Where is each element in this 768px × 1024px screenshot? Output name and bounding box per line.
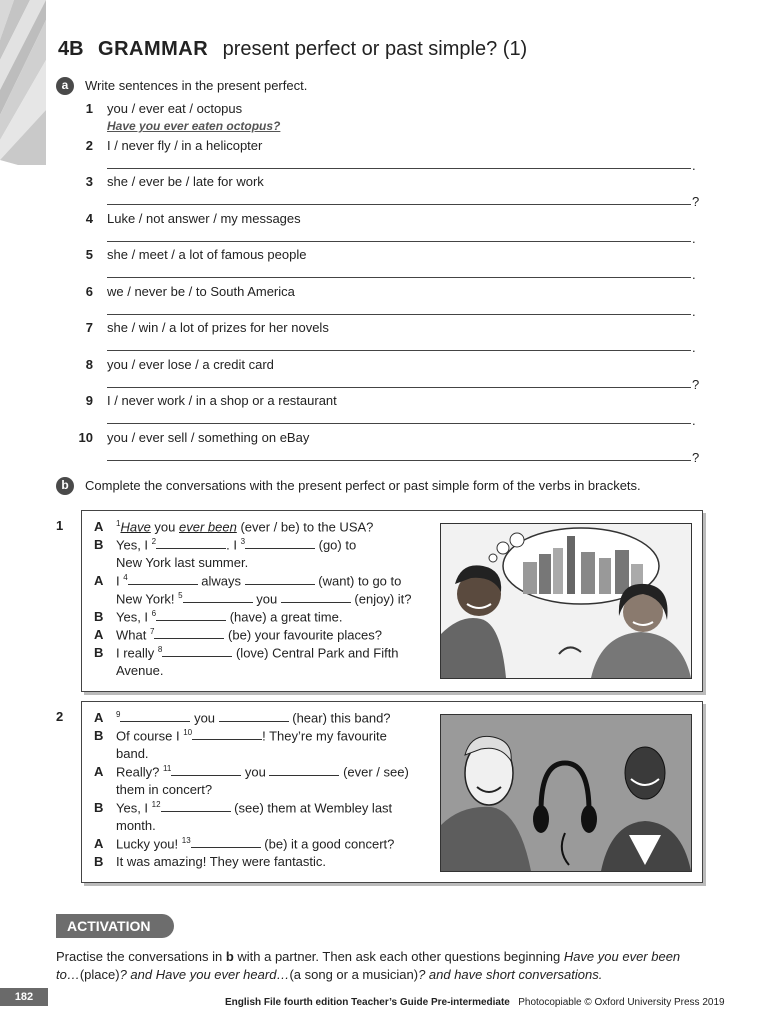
- activation-text-italic: Have you ever been to…: [56, 949, 681, 982]
- line-text: Yes, I: [116, 609, 152, 625]
- gap-number: 3: [240, 537, 246, 546]
- section-label: GRAMMAR: [98, 38, 209, 60]
- line-end-punctuation: .: [692, 303, 696, 319]
- footer-book-title: English File fourth edition Teacher’s Guide Pre-intermediate: [225, 997, 510, 1008]
- line-text: (be) your favourite places?: [224, 627, 382, 643]
- item-number: 5: [85, 247, 93, 262]
- answer-blank[interactable]: [183, 591, 253, 603]
- illustration-two-women-new-york: [440, 523, 692, 679]
- illustration-two-men-headphones: [440, 714, 692, 872]
- answer-line[interactable]: [107, 277, 691, 278]
- line-end-punctuation: ?: [692, 376, 700, 392]
- item-number: 10: [78, 429, 93, 445]
- footer-copyright: Photocopiable © Oxford University Press 2019: [518, 997, 725, 1008]
- answer-line[interactable]: [107, 314, 691, 315]
- line-text: I: [116, 573, 124, 589]
- item-prompt: I / never work / in a shop or a restaurant: [107, 393, 337, 408]
- line-end-punctuation: .: [692, 230, 696, 246]
- answer-blank[interactable]: [171, 764, 241, 776]
- gap-number: 7: [149, 627, 155, 636]
- activation-text-part: (place): [79, 967, 120, 982]
- activation-text-part: with a partner. Then ask each other questions beginning: [233, 949, 564, 964]
- item-number: 7: [85, 320, 93, 335]
- part-a-badge: a: [56, 77, 74, 95]
- answer-blank[interactable]: [156, 537, 226, 549]
- part-b-instruction: Complete the conversations with the present perfect or past simple form of the verbs in brackets.: [85, 478, 641, 493]
- line-text: New York last summer.: [116, 555, 249, 570]
- answer-blank[interactable]: [281, 591, 351, 603]
- conversation-1-box: [81, 510, 703, 692]
- line-text: always: [197, 573, 245, 589]
- speaker-label: B: [94, 645, 104, 660]
- activation-text: [56, 948, 706, 984]
- footer-credit: [225, 997, 725, 1008]
- item-prompt: we / never be / to South America: [107, 283, 295, 299]
- corner-fan-decoration: [0, 0, 46, 165]
- answer-blank[interactable]: [120, 710, 190, 722]
- answer-line[interactable]: [107, 423, 691, 424]
- line-text: you: [241, 764, 270, 780]
- item-prompt: I / never fly / in a helicopter: [107, 137, 263, 153]
- speaker-label: B: [94, 854, 104, 869]
- line-text: (ever / see): [339, 764, 409, 780]
- speaker-label: B: [94, 537, 104, 552]
- line-end-punctuation: ?: [692, 194, 700, 209]
- line-text: you: [150, 519, 179, 535]
- activation-label: ACTIVATION: [56, 914, 174, 938]
- line-text: month.: [116, 818, 156, 833]
- part-a-instruction: Write sentences in the present perfect.: [85, 78, 308, 93]
- gap-number: 4: [123, 573, 128, 582]
- answer-blank[interactable]: [245, 537, 315, 549]
- speaker-label: A: [94, 764, 104, 779]
- item-prompt: you / ever eat / octopus: [107, 101, 243, 116]
- line-text: I really: [116, 645, 158, 661]
- answer-blank[interactable]: [161, 800, 231, 812]
- item-prompt: you / ever sell / something on eBay: [107, 429, 310, 445]
- line-text: What: [116, 627, 150, 643]
- page-title: present perfect or past simple? (1): [222, 38, 528, 60]
- answer-line[interactable]: [107, 204, 691, 205]
- activation-text-bold: b: [225, 949, 234, 964]
- answer-line[interactable]: [107, 241, 691, 242]
- line-text: you: [190, 710, 219, 726]
- line-text: (want) to go to: [314, 573, 402, 589]
- line-text: (go) to: [315, 537, 357, 553]
- line-text: (love) Central Park and Fifth: [232, 645, 399, 661]
- line-text: New York!: [116, 591, 179, 607]
- item-number: 2: [85, 137, 93, 153]
- item-number: 6: [85, 283, 93, 299]
- item-prompt: Luke / not answer / my messages: [107, 210, 301, 226]
- gap-number: 6: [151, 609, 157, 618]
- line-text: (be) it a good concert?: [260, 836, 395, 852]
- gap-number: 13: [181, 836, 191, 845]
- line-text: Lucky you!: [116, 836, 182, 852]
- activation-text-part: (a song or a musician): [289, 967, 419, 982]
- answer-blank[interactable]: [128, 573, 198, 585]
- speaker-label: A: [94, 710, 104, 725]
- speaker-label: A: [94, 836, 104, 851]
- activation-text-italic: Have you ever heard…: [155, 967, 290, 982]
- example-answer: Have you ever eaten octopus?: [107, 119, 281, 133]
- line-end-punctuation: .: [692, 413, 696, 428]
- item-prompt: she / meet / a lot of famous people: [107, 247, 307, 262]
- line-text: (enjoy) it?: [350, 591, 412, 607]
- answer-blank[interactable]: [245, 573, 315, 585]
- gap-number: 5: [178, 591, 183, 600]
- answer-line[interactable]: [107, 350, 691, 351]
- line-text: you: [252, 591, 281, 607]
- line-text: It was amazing! They were fantastic.: [116, 854, 327, 869]
- line-text: ! They’re my favourite: [262, 728, 387, 744]
- item-number: 9: [85, 393, 93, 408]
- speaker-label: A: [94, 627, 104, 642]
- item-number: 4: [85, 210, 93, 226]
- conversation-2-box: [81, 701, 703, 883]
- line-text: (have) a great time.: [226, 609, 343, 625]
- part-b-badge: b: [56, 477, 74, 495]
- activation-text-italic: ? and: [119, 967, 156, 982]
- line-end-punctuation: .: [692, 267, 696, 282]
- line-text: Of course I: [116, 728, 184, 744]
- speaker-label: A: [94, 573, 104, 588]
- line-text: (ever / be) to the USA?: [236, 519, 374, 535]
- gap-number: 11: [162, 764, 172, 773]
- women-dreaming-illustration: [441, 524, 691, 678]
- line-end-punctuation: .: [692, 157, 696, 173]
- answer-line[interactable]: [107, 168, 691, 169]
- item-prompt: she / win / a lot of prizes for her novels: [107, 320, 329, 335]
- gap-number: 10: [183, 728, 193, 737]
- page-header: [58, 38, 527, 61]
- speaker-label: A: [94, 519, 104, 534]
- speaker-label: B: [94, 800, 104, 815]
- answer-blank[interactable]: [156, 609, 226, 621]
- answer-line[interactable]: [107, 387, 691, 388]
- line-text: . I: [226, 537, 241, 553]
- answer-blank[interactable]: [191, 836, 261, 848]
- example-answer: Have: [120, 519, 151, 535]
- speaker-label: B: [94, 609, 104, 624]
- example-answer: ever been: [179, 519, 237, 535]
- answer-blank[interactable]: [219, 710, 289, 722]
- answer-blank[interactable]: [162, 645, 232, 657]
- line-text: Avenue.: [116, 663, 164, 678]
- answer-blank[interactable]: [192, 728, 262, 740]
- gap-number: 1: [116, 519, 121, 528]
- item-number: 3: [85, 174, 93, 189]
- speaker-label: B: [94, 728, 104, 743]
- gap-number: 12: [151, 800, 161, 809]
- conversation-1-number: 1: [56, 518, 64, 533]
- gap-number: 2: [151, 537, 157, 546]
- conversation-2-number: 2: [56, 709, 64, 724]
- item-prompt: you / ever lose / a credit card: [107, 356, 274, 372]
- gap-number: 8: [157, 645, 163, 654]
- answer-line[interactable]: [107, 460, 691, 461]
- line-text: band.: [116, 746, 149, 761]
- line-end-punctuation: ?: [692, 449, 700, 465]
- gap-number: 9: [116, 710, 121, 719]
- line-text: (hear) this band?: [288, 710, 391, 726]
- item-prompt: she / ever be / late for work: [107, 174, 264, 189]
- item-number: 8: [85, 356, 93, 372]
- line-text: them in concert?: [116, 782, 213, 797]
- line-text: Really?: [116, 764, 163, 780]
- answer-blank[interactable]: [269, 764, 339, 776]
- men-headphones-illustration: [441, 715, 691, 871]
- line-text: Yes, I: [116, 800, 152, 816]
- answer-blank[interactable]: [154, 627, 224, 639]
- item-number: 1: [85, 101, 93, 116]
- line-text: (see) them at Wembley last: [230, 800, 393, 816]
- line-end-punctuation: .: [692, 340, 696, 355]
- line-text: Yes, I: [116, 537, 152, 553]
- unit-code: 4B: [58, 38, 84, 60]
- page-number: 182: [0, 988, 48, 1006]
- activation-text-part: Practise the conversations in: [56, 949, 226, 964]
- activation-text-italic: ? and have short conversations.: [418, 967, 603, 982]
